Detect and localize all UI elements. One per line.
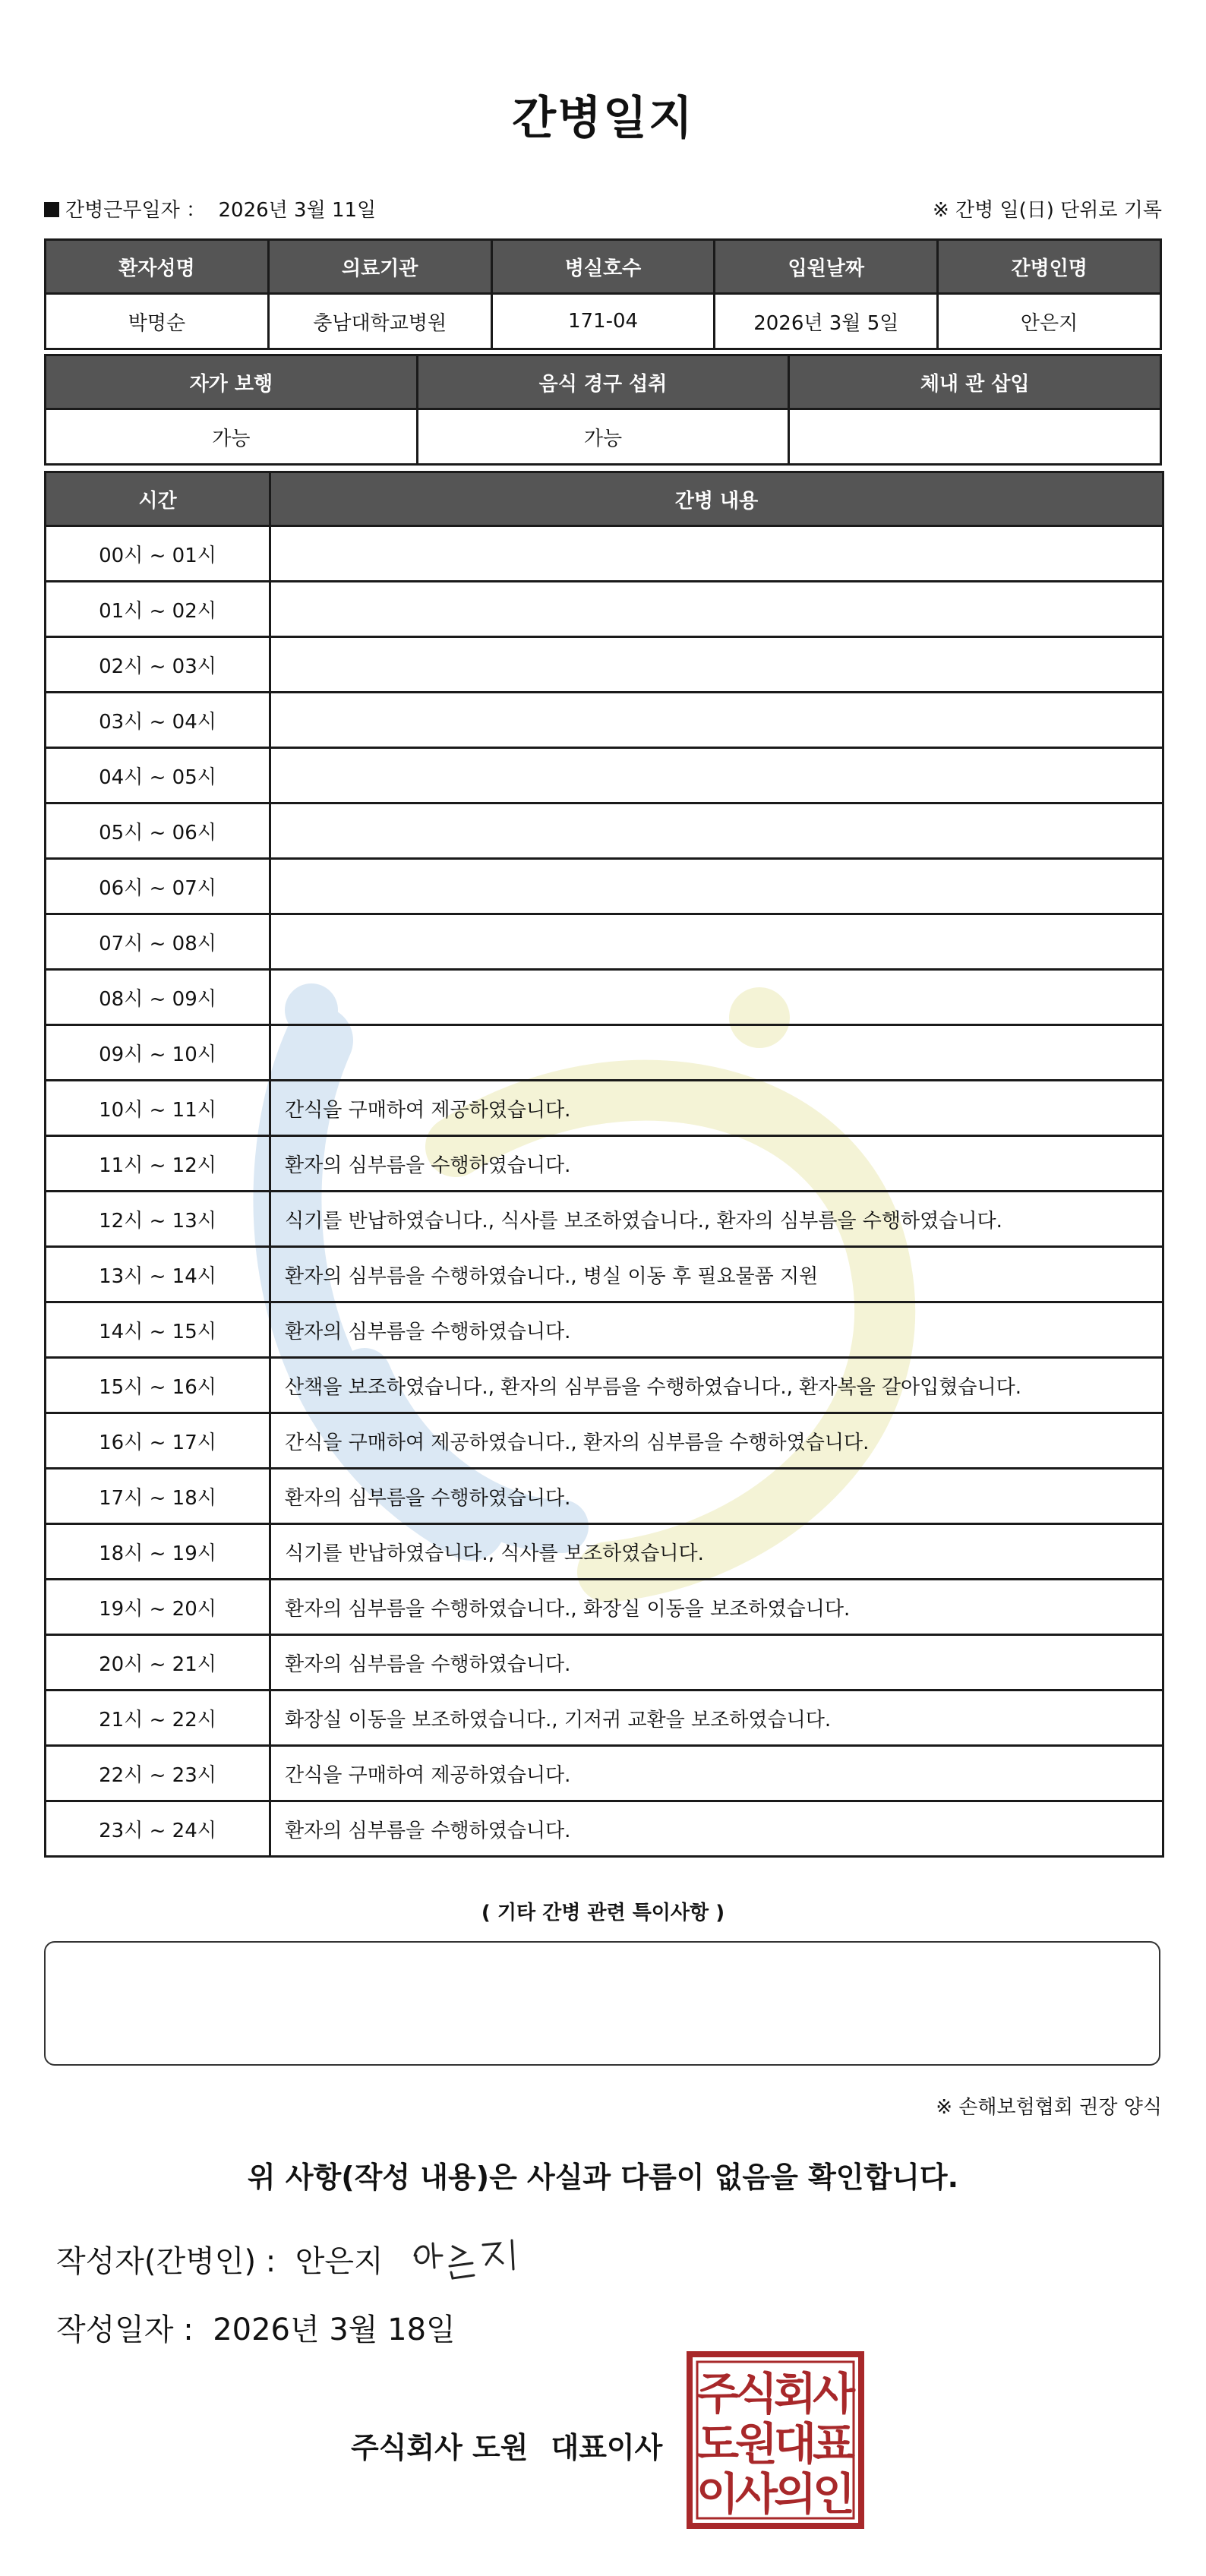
log-content	[270, 748, 1163, 803]
signature-image	[407, 2233, 536, 2286]
status-value: 가능	[46, 409, 418, 465]
recommended-form-note: ※ 손해보험협회 권장 양식	[936, 2096, 1162, 2119]
writer-label: 작성자(간병인) :	[56, 2244, 276, 2279]
table-row	[46, 1469, 1163, 1524]
status-header: 체내 관 삽입	[789, 355, 1161, 409]
seal-glyph: 사	[734, 2468, 778, 2520]
info-header: 입원날짜	[715, 240, 938, 294]
work-date-label: 간병근무일자 ：	[65, 199, 206, 222]
seal-glyph: 도	[696, 2418, 740, 2470]
seal-glyph: 의	[773, 2468, 817, 2520]
table-row	[46, 1801, 1163, 1857]
table-row	[46, 1746, 1163, 1801]
log-content	[270, 914, 1163, 970]
log-content: 화장실 이동을 보조하였습니다., 기저귀 교환을 보조하였습니다.	[270, 1690, 1163, 1746]
confirmation-statement: 위 사항(작성 내용)은 사실과 다름이 없음을 확인합니다.	[247, 2161, 959, 2194]
table-row	[46, 970, 1163, 1025]
square-bullet-icon	[44, 202, 59, 217]
log-time: 11시 ~ 12시	[46, 1136, 270, 1192]
log-time: 14시 ~ 15시	[46, 1302, 270, 1358]
log-time: 17시 ~ 18시	[46, 1469, 270, 1524]
log-content	[270, 693, 1163, 748]
log-time: 06시 ~ 07시	[46, 859, 270, 914]
table-row	[46, 914, 1163, 970]
status-value-row	[46, 409, 1161, 465]
log-time: 04시 ~ 05시	[46, 748, 270, 803]
log-content: 환자의 심부름을 수행하였습니다.	[270, 1801, 1163, 1857]
table-row	[46, 1136, 1163, 1192]
company-name: 주식회사 도원	[351, 2431, 529, 2464]
table-row	[46, 1524, 1163, 1580]
log-content	[270, 1025, 1163, 1081]
log-time: 03시 ~ 04시	[46, 693, 270, 748]
log-content: 간식을 구매하여 제공하였습니다.	[270, 1746, 1163, 1801]
log-content	[270, 859, 1163, 914]
log-content	[270, 970, 1163, 1025]
seal-glyph: 식	[734, 2368, 778, 2420]
company-seal	[687, 2351, 864, 2529]
log-content: 환자의 심부름을 수행하였습니다., 병실 이동 후 필요물품 지원	[270, 1247, 1163, 1302]
log-time: 09시 ~ 10시	[46, 1025, 270, 1081]
company-line	[351, 2424, 662, 2466]
notes-box	[44, 1941, 1160, 2066]
log-content: 식기를 반납하였습니다., 식사를 보조하였습니다.	[270, 1524, 1163, 1580]
work-date	[44, 194, 376, 223]
seal-glyph: 원	[734, 2418, 778, 2470]
seal-glyph: 표	[812, 2418, 856, 2470]
page-title: 간병일지	[512, 92, 694, 145]
table-row	[46, 1192, 1163, 1247]
log-time: 05시 ~ 06시	[46, 803, 270, 859]
log-time: 13시 ~ 14시	[46, 1247, 270, 1302]
log-time: 01시 ~ 02시	[46, 582, 270, 637]
info-value: 안은지	[938, 294, 1161, 349]
status-header: 음식 경구 섭취	[417, 355, 789, 409]
info-value: 박명순	[46, 294, 269, 349]
status-header: 자가 보행	[46, 355, 418, 409]
info-value: 충남대학교병원	[268, 294, 491, 349]
log-time: 18시 ~ 19시	[46, 1524, 270, 1580]
log-header-row	[46, 472, 1163, 526]
writer-name: 안은지	[295, 2244, 384, 2279]
status-value	[789, 409, 1161, 465]
info-value: 2026년 3월 5일	[715, 294, 938, 349]
company-role: 대표이사	[551, 2431, 663, 2464]
log-content: 환자의 심부름을 수행하였습니다.	[270, 1469, 1163, 1524]
write-date-label: 작성일자 :	[56, 2312, 194, 2347]
log-time: 21시 ~ 22시	[46, 1690, 270, 1746]
seal-glyph: 인	[812, 2468, 856, 2520]
seal-glyph: 이	[696, 2468, 740, 2520]
seal-glyph: 회	[773, 2368, 817, 2420]
table-row	[46, 1081, 1163, 1136]
log-content	[270, 582, 1163, 637]
seal-glyph: 대	[773, 2418, 817, 2470]
table-row	[46, 1247, 1163, 1302]
log-content	[270, 803, 1163, 859]
write-date-value: 2026년 3월 18일	[213, 2312, 456, 2347]
log-content: 환자의 심부름을 수행하였습니다.	[270, 1635, 1163, 1690]
log-content: 환자의 심부름을 수행하였습니다.	[270, 1136, 1163, 1192]
table-row	[46, 693, 1163, 748]
status-value: 가능	[417, 409, 789, 465]
patient-info-table	[44, 238, 1162, 350]
log-time: 16시 ~ 17시	[46, 1413, 270, 1469]
seal-glyph: 사	[812, 2368, 856, 2420]
table-row	[46, 637, 1163, 693]
work-date-value: 2026년 3월 11일	[218, 199, 377, 222]
table-row	[46, 1025, 1163, 1081]
info-header: 의료기관	[268, 240, 491, 294]
table-row	[46, 526, 1163, 582]
log-header-content: 간병 내용	[270, 472, 1163, 526]
log-time: 12시 ~ 13시	[46, 1192, 270, 1247]
log-content: 환자의 심부름을 수행하였습니다., 화장실 이동을 보조하였습니다.	[270, 1580, 1163, 1635]
table-row	[46, 859, 1163, 914]
table-row	[46, 803, 1163, 859]
info-header: 환자성명	[46, 240, 269, 294]
table-row	[46, 1580, 1163, 1635]
table-row	[46, 1413, 1163, 1469]
info-value-row	[46, 294, 1161, 349]
seal-glyph: 주	[696, 2368, 740, 2420]
log-time: 10시 ~ 11시	[46, 1081, 270, 1136]
log-content	[270, 526, 1163, 582]
table-row	[46, 1690, 1163, 1746]
info-header: 병실호수	[491, 240, 715, 294]
info-header-row	[46, 240, 1161, 294]
care-log-table	[44, 471, 1164, 1858]
write-date-line	[56, 2306, 456, 2349]
meta-row	[44, 194, 1162, 225]
writer-line	[56, 2237, 384, 2281]
status-header-row	[46, 355, 1161, 409]
table-row	[46, 1358, 1163, 1413]
table-row	[46, 748, 1163, 803]
info-value: 171-04	[491, 294, 715, 349]
log-time: 23시 ~ 24시	[46, 1801, 270, 1857]
log-header-time: 시간	[46, 472, 270, 526]
log-content	[270, 637, 1163, 693]
log-time: 20시 ~ 21시	[46, 1635, 270, 1690]
log-content: 간식을 구매하여 제공하였습니다.	[270, 1081, 1163, 1136]
log-content: 식기를 반납하였습니다., 식사를 보조하였습니다., 환자의 심부름을 수행하였습니다.	[270, 1192, 1163, 1247]
table-row	[46, 1302, 1163, 1358]
log-time: 02시 ~ 03시	[46, 637, 270, 693]
log-content: 간식을 구매하여 제공하였습니다., 환자의 심부름을 수행하였습니다.	[270, 1413, 1163, 1469]
log-time: 19시 ~ 20시	[46, 1580, 270, 1635]
log-time: 07시 ~ 08시	[46, 914, 270, 970]
log-time: 22시 ~ 23시	[46, 1746, 270, 1801]
info-header: 간병인명	[938, 240, 1161, 294]
log-time: 00시 ~ 01시	[46, 526, 270, 582]
log-time: 08시 ~ 09시	[46, 970, 270, 1025]
log-content: 산책을 보조하였습니다., 환자의 심부름을 수행하였습니다., 환자복을 갈아입혔습니다.	[270, 1358, 1163, 1413]
table-row	[46, 1635, 1163, 1690]
log-content: 환자의 심부름을 수행하였습니다.	[270, 1302, 1163, 1358]
notes-title: ( 기타 간병 관련 특이사항 )	[481, 1902, 725, 1924]
log-time: 15시 ~ 16시	[46, 1358, 270, 1413]
table-row	[46, 582, 1163, 637]
daily-note: ※ 간병 일(日) 단위로 기록	[932, 199, 1162, 222]
patient-status-table	[44, 354, 1162, 466]
